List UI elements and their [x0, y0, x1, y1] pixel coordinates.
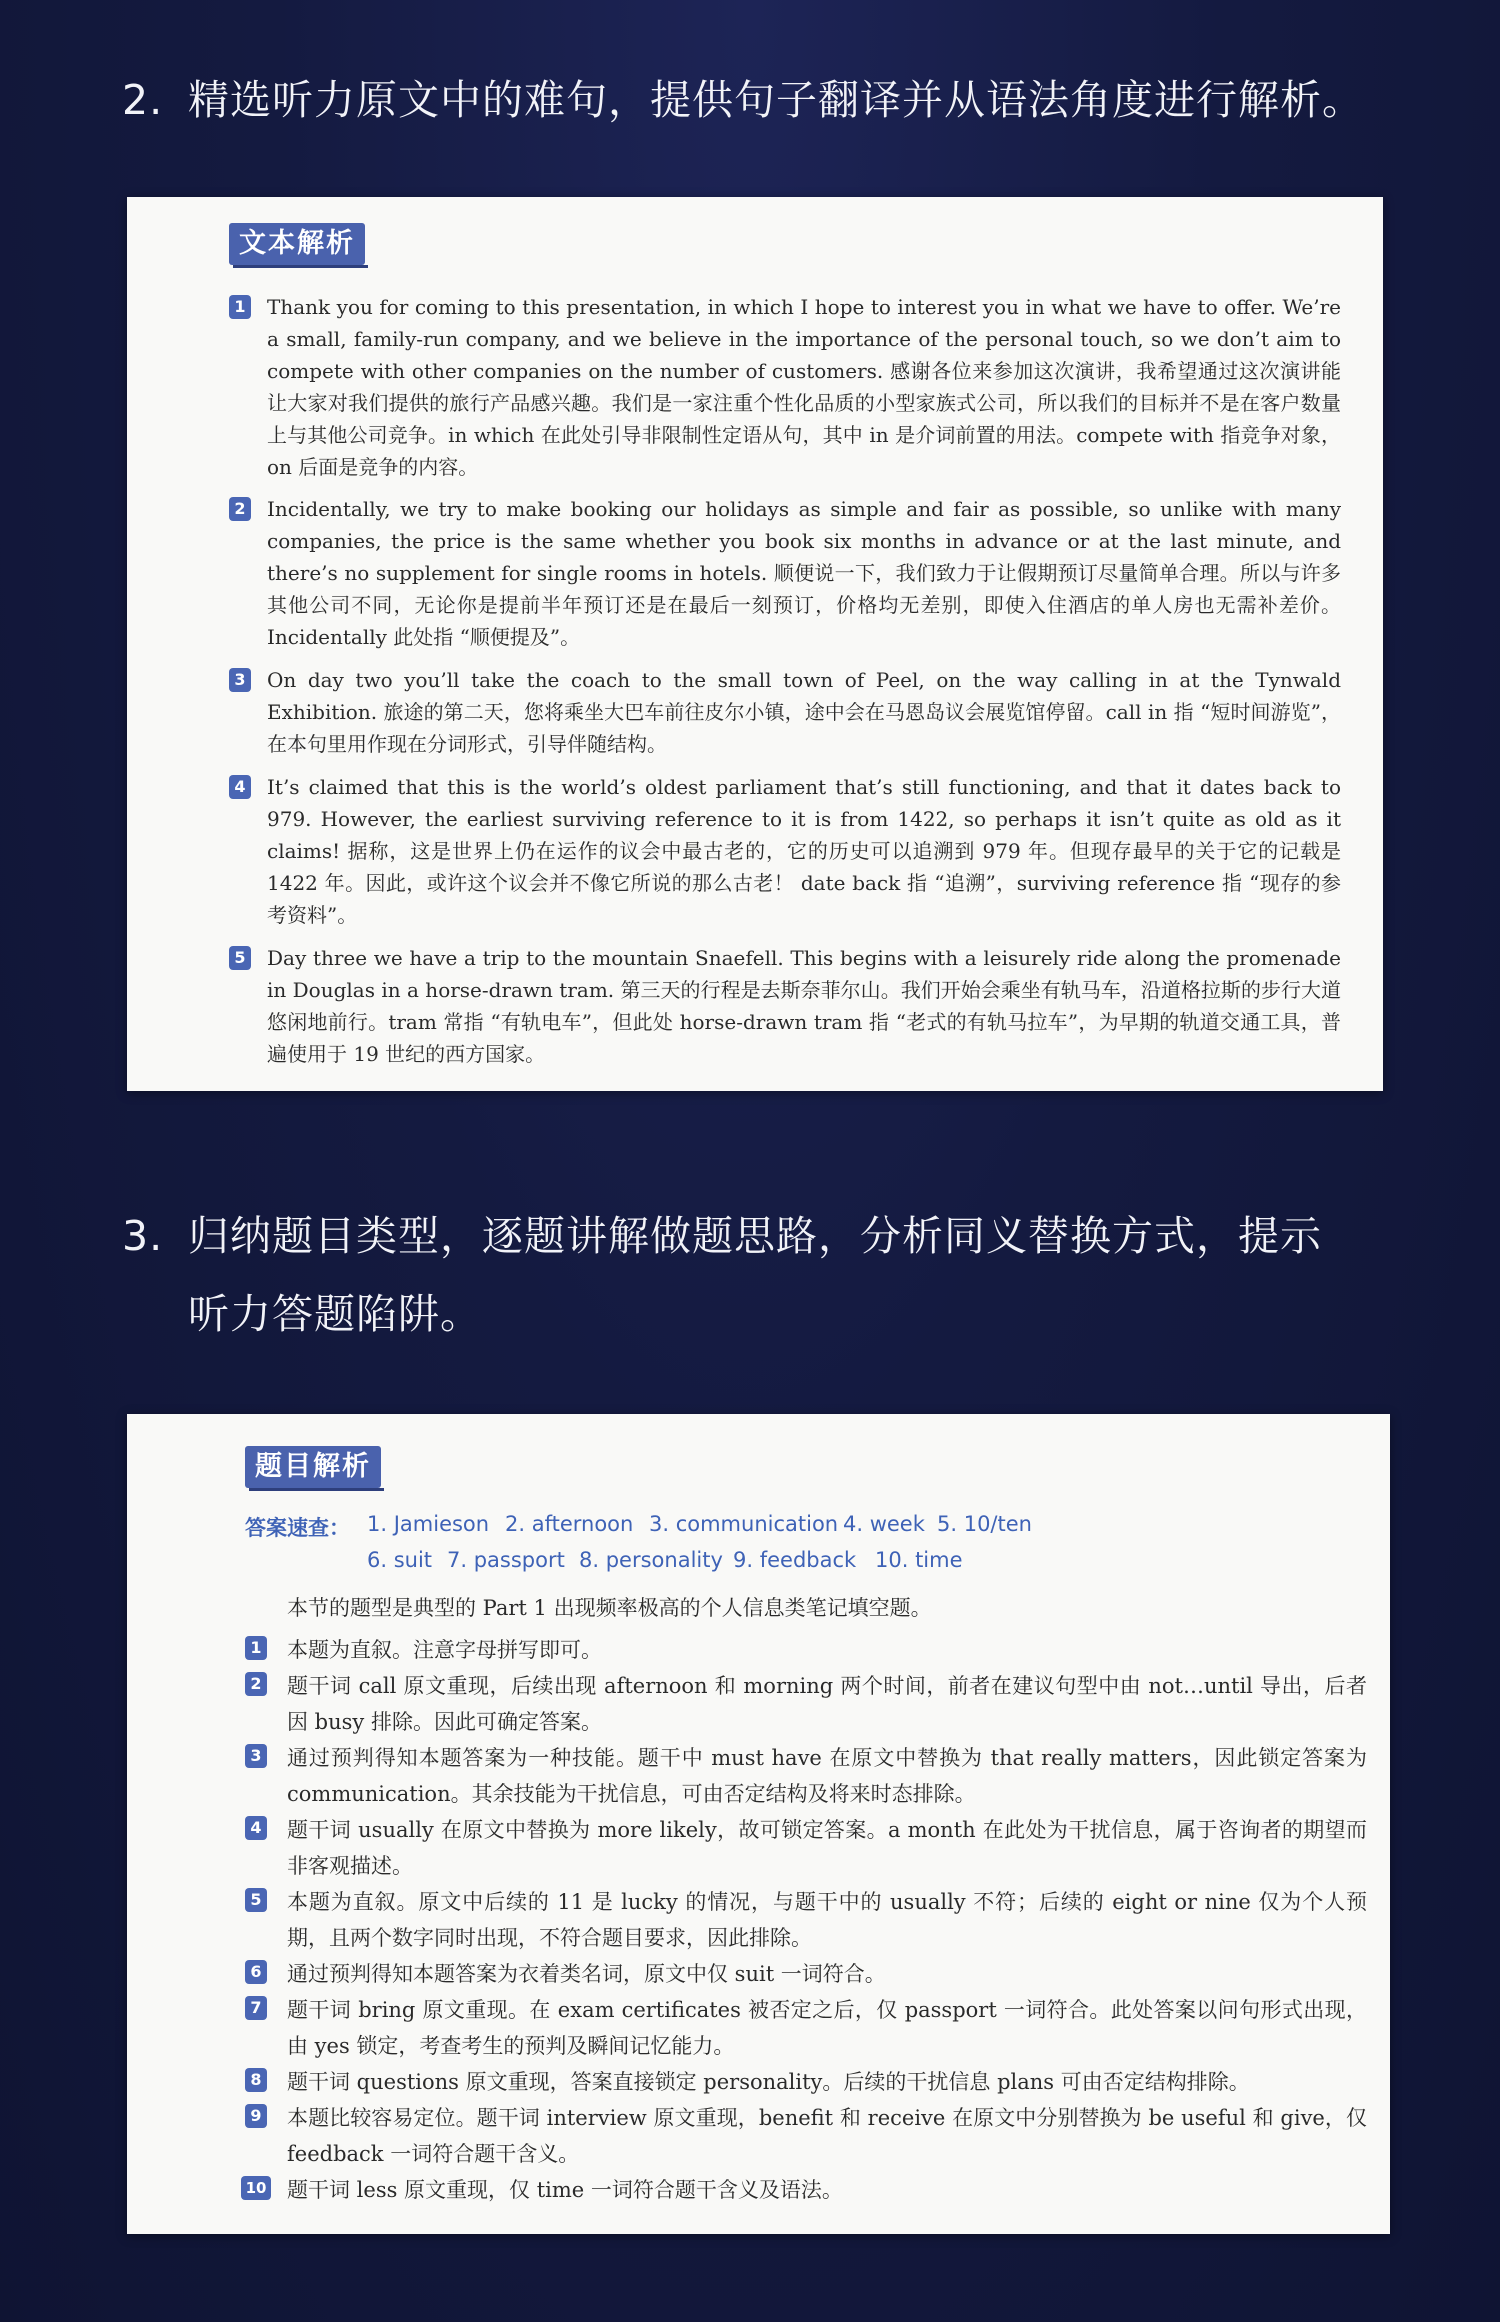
- section-heading-text: 精选听力原文中的难句，提供句子翻译并从语法角度进行解析。: [188, 76, 1364, 124]
- analysis-paragraph-2: Incidentally, we try to make booking our holidays as simple and fair as possible, so unlike with many companies, the price is the same whether you book six months in advance or at the last minute, and there’s no supplement for single rooms in hotels. 顺便说一下，我们致力于让假期预订尽量简单合理。所以与许多其他公司不同，无论你是提前半年预订还是在最后一刻预订，价格均无差别，即使入住酒店的单人房也无需补差价。Incidentally 此处指 “顺便提及”。: [267, 497, 1341, 649]
- question-analysis-2: 题干词 call 原文重现，后续出现 afternoon 和 morning 两个时间，前者在建议句型中由 not…until 导出，后者因 busy 排除。因此可确定答案。: [287, 1674, 1367, 1734]
- question-analysis-3: 通过预判得知本题答案为一种技能。题干中 must have 在原文中替换为 that really matters，因此锁定答案为 communication。其余技能为干扰信息，可由否定结构及将来时态排除。: [287, 1746, 1367, 1806]
- item-number-badge: 2: [245, 1672, 267, 1696]
- answer-item: 4. week: [843, 1512, 925, 1536]
- item-number-badge: 1: [229, 295, 251, 319]
- answer-item: 2. afternoon: [505, 1512, 634, 1536]
- analysis-paragraph-5: Day three we have a trip to the mountain Snaefell. This begins with a leisurely ride along the promenade in Douglas in a horse-drawn tram. 第三天的行程是去斯奈菲尔山。我们开始会乘坐有轨马车，沿道格拉斯的步行大道悠闲地前行。tram 常指 “有轨电车”，但此处 horse-drawn tram 指 “老式的有轨马拉车”，为早期的轨道交通工具，普遍使用于 19 世纪的西方国家。: [267, 946, 1341, 1066]
- analysis-paragraph-3: On day two you’ll take the coach to the small town of Peel, on the way calling in at the Tynwald Exhibition. 旅途的第二天，您将乘坐大巴车前往皮尔小镇，途中会在马恩岛议会展览馆停留。call in 指 “短时间游览”，在本句里用作现在分词形式，引导伴随结构。: [267, 668, 1341, 756]
- section-number: 2.: [122, 76, 164, 124]
- item-number-badge: 4: [229, 775, 251, 799]
- answer-item: 6. suit: [367, 1548, 433, 1572]
- section-2-heading: [122, 68, 1364, 132]
- item-number-badge: 7: [245, 1996, 267, 2020]
- section-intro: 本节的题型是典型的 Part 1 出现频率极高的个人信息类笔记填空题。: [287, 1596, 932, 1620]
- section-3-heading: [122, 1204, 1322, 1346]
- answer-item: 8. personality: [579, 1548, 723, 1572]
- item-number-badge: 6: [245, 1960, 267, 1984]
- item-number-badge: 9: [245, 2104, 267, 2128]
- answer-quick-check: [245, 1512, 1345, 1582]
- section-number: 3.: [122, 1212, 164, 1260]
- analysis-paragraph-1: Thank you for coming to this presentation, in which I hope to interest you in what we have to offer. We’re a small, family-run company, and we believe in the importance of the personal touch, so we don’t aim to compete with other companies on the number of customers. 感谢各位来参加这次演讲，我希望通过这次演讲能让大家对我们提供的旅行产品感兴趣。我们是一家注重个性化品质的小型家族式公司，所以我们的目标并不是在客户数量上与其他公司竞争。in which 在此处引导非限制性定语从句，其中 in 是介词前置的用法。compete with 指竞争对象，on 后面是竞争的内容。: [267, 295, 1341, 479]
- card-title: 文本解析: [229, 223, 365, 265]
- answer-item: 1. Jamieson: [367, 1512, 490, 1536]
- section-heading-line-1: 归纳题目类型，逐题讲解做题思路，分析同义替换方式，提示: [188, 1212, 1322, 1260]
- card-title: 题目解析: [245, 1446, 381, 1488]
- item-number-badge: 2: [229, 497, 251, 521]
- answer-item: 9. feedback: [733, 1548, 857, 1572]
- analysis-paragraph-4: It’s claimed that this is the world’s oldest parliament that’s still functioning, and that it dates back to 979. However, the earliest surviving reference to it is from 1422, so perhaps it isn’t quite as old as it claims! 据称，这是世界上仍在运作的议会中最古老的，它的历史可以追溯到 979 年。但现存最早的关于它的记载是 1422 年。因此，或许这个议会并不像它所说的那么古老！ date back 指 “追溯”，surviving reference 指 “现存的参考资料”。: [267, 775, 1341, 927]
- question-analysis-7: 题干词 bring 原文重现。在 exam certificates 被否定之后，仅 passport 一词符合。此处答案以问句形式出现，由 yes 锁定，考查考生的预判及瞬间记忆能力。: [287, 1998, 1367, 2058]
- item-number-badge: 10: [241, 2176, 271, 2200]
- question-analysis-4: 题干词 usually 在原文中替换为 more likely，故可锁定答案。a month 在此处为干扰信息，属于咨询者的期望而非客观描述。: [287, 1818, 1367, 1878]
- item-number-badge: 4: [245, 1816, 267, 1840]
- answer-item: 3. communication: [649, 1512, 839, 1536]
- item-number-badge: 8: [245, 2068, 267, 2092]
- text-analysis-card: [127, 197, 1383, 1091]
- section-heading-line-2: 听力答题陷阱。: [188, 1290, 482, 1338]
- question-analysis-5: 本题为直叙。原文中后续的 11 是 lucky 的情况，与题干中的 usually 不符；后续的 eight or nine 仅为个人预期，且两个数字同时出现，不符合题目要求，因此排除。: [287, 1890, 1367, 1950]
- answer-item: 5. 10/ten: [937, 1512, 1032, 1536]
- item-number-badge: 3: [245, 1744, 267, 1768]
- answer-label: 答案速查：: [245, 1516, 350, 1540]
- item-number-badge: 5: [245, 1888, 267, 1912]
- answer-item: 7. passport: [447, 1548, 565, 1572]
- question-analysis-card: [127, 1414, 1390, 2234]
- item-number-badge: 3: [229, 668, 251, 692]
- question-analysis-6: 通过预判得知本题答案为衣着类名词，原文中仅 suit 一词符合。: [287, 1962, 886, 1986]
- question-analysis-1: 本题为直叙。注意字母拼写即可。: [287, 1638, 602, 1662]
- item-number-badge: 5: [229, 946, 251, 970]
- question-analysis-9: 本题比较容易定位。题干词 interview 原文重现，benefit 和 receive 在原文中分别替换为 be useful 和 give，仅 feedback 一词符合题干含义。: [287, 2106, 1367, 2166]
- answer-item: 10. time: [875, 1548, 963, 1572]
- item-number-badge: 1: [245, 1636, 267, 1660]
- question-analysis-8: 题干词 questions 原文重现，答案直接锁定 personality。后续的干扰信息 plans 可由否定结构排除。: [287, 2070, 1250, 2094]
- question-analysis-10: 题干词 less 原文重现，仅 time 一词符合题干含义及语法。: [287, 2178, 843, 2202]
